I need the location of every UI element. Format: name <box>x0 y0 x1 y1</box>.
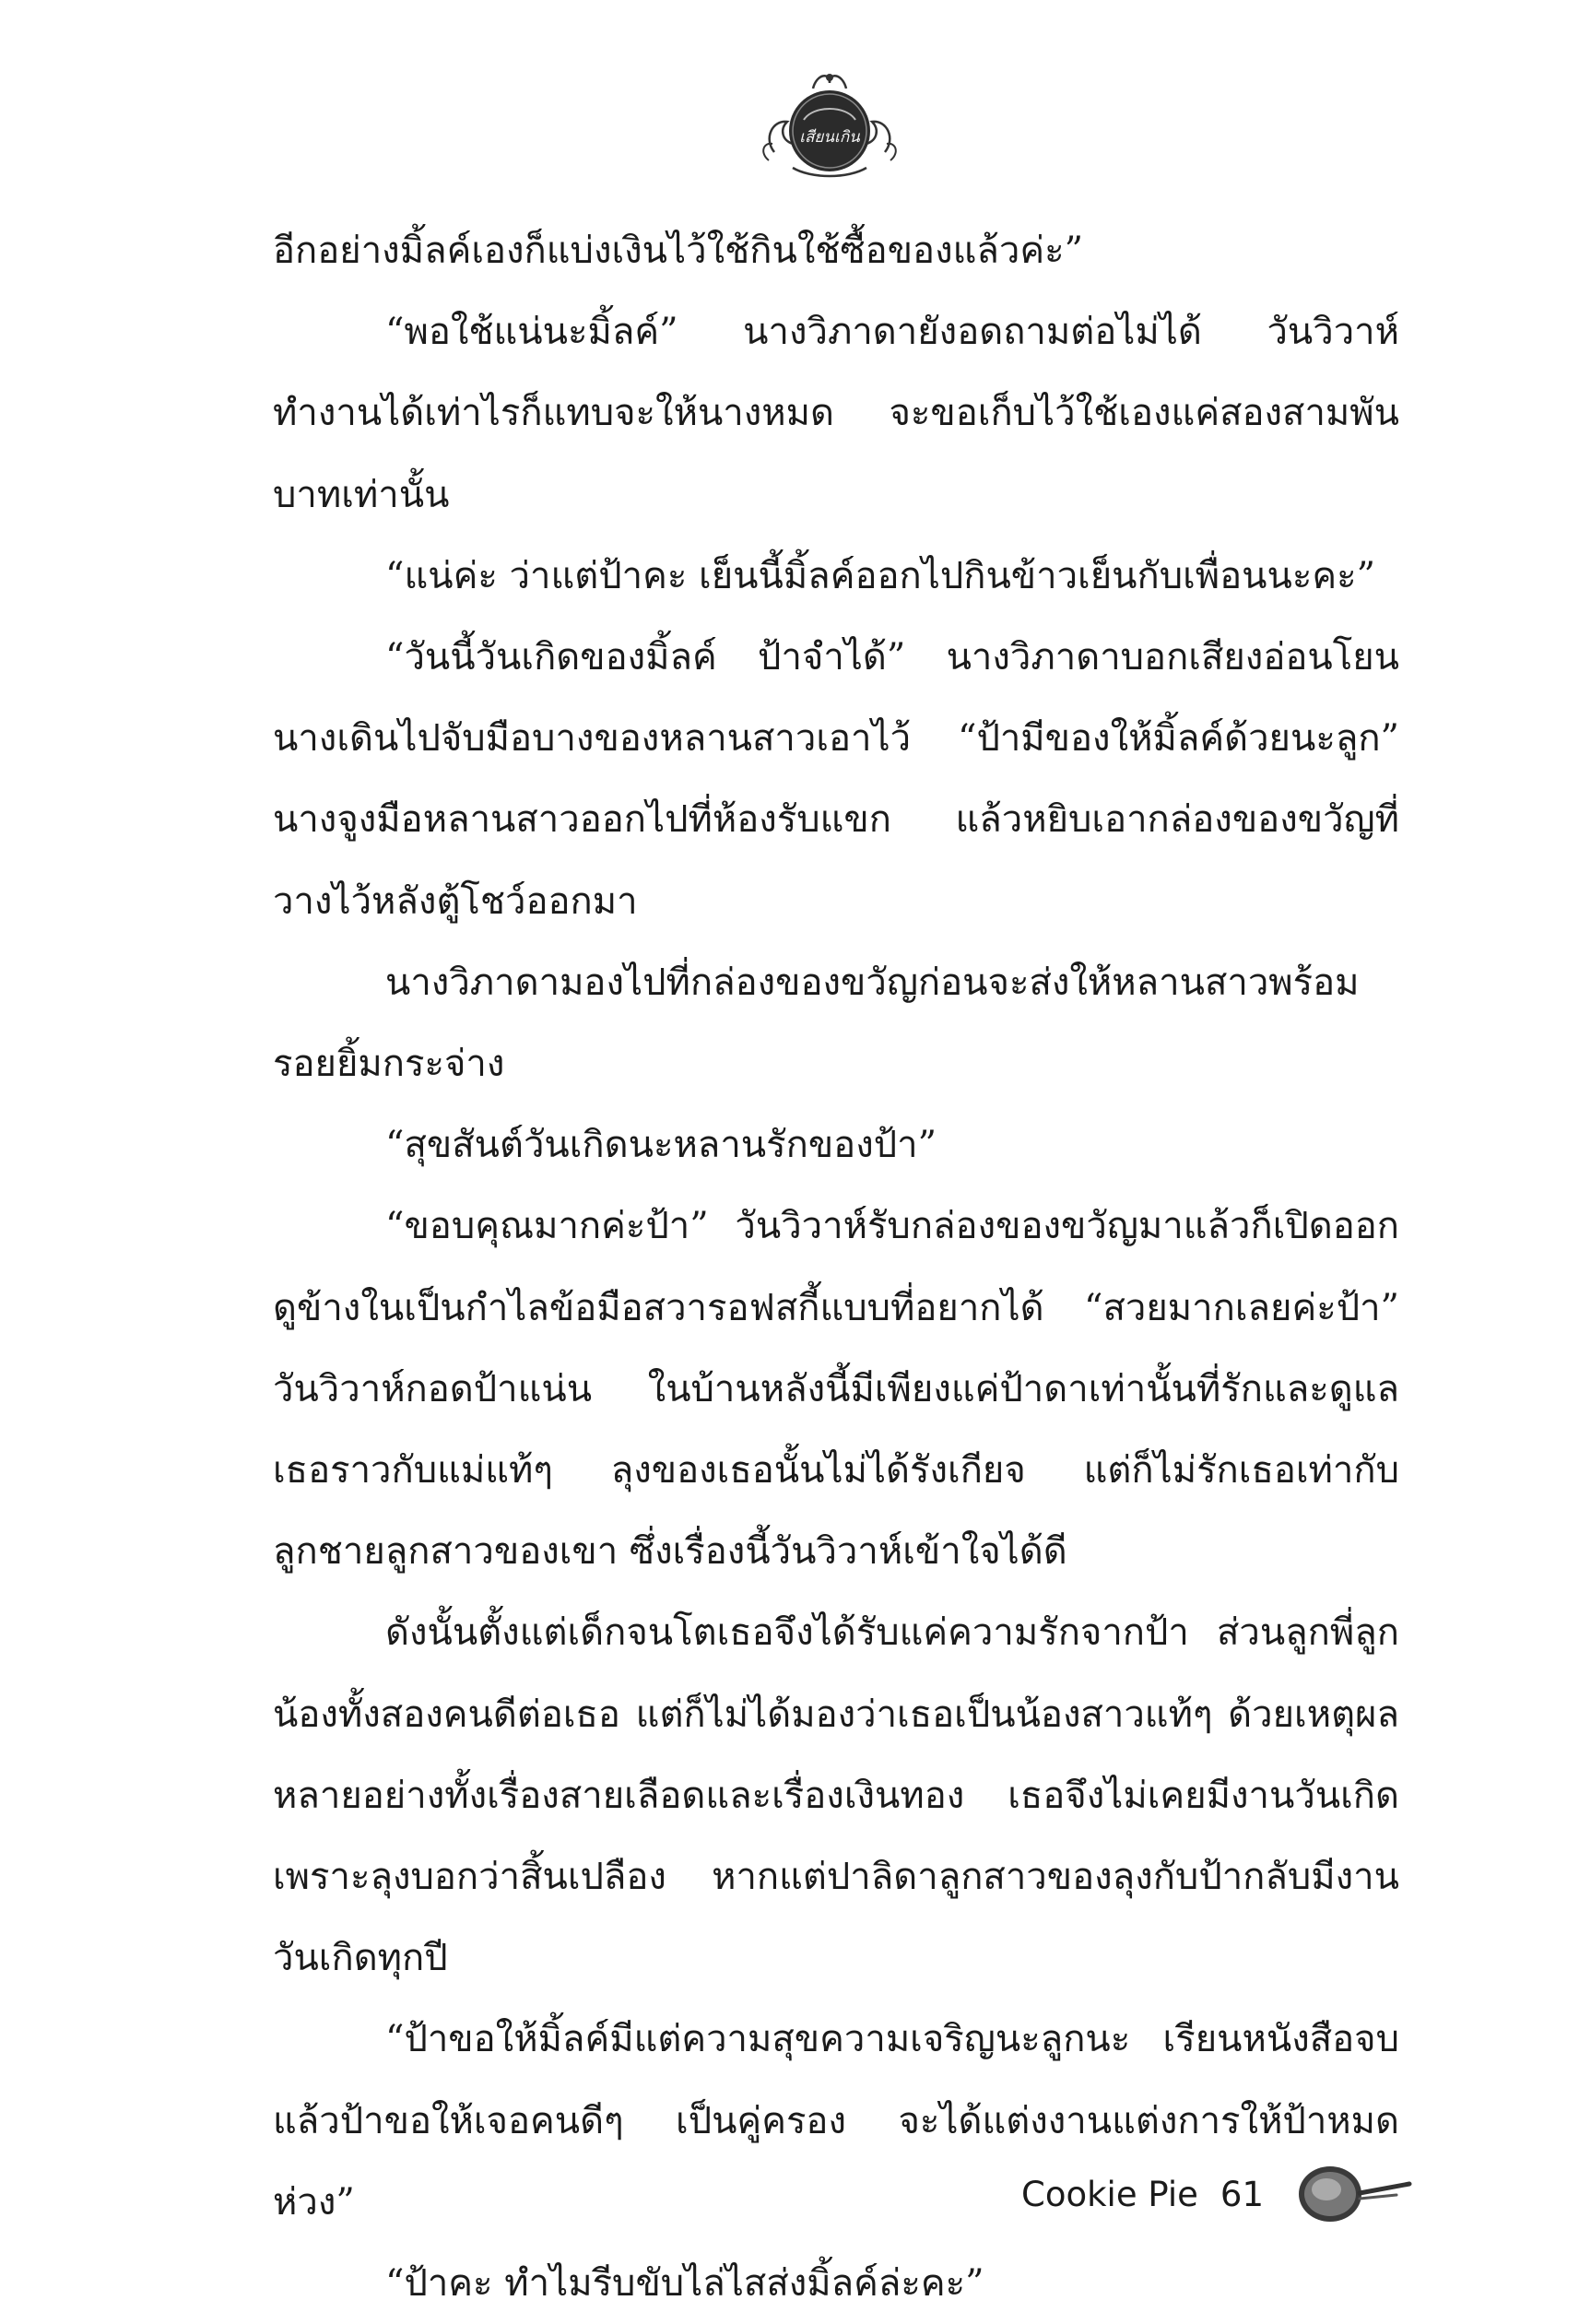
paragraph: “แน่ค่ะ ว่าแต่ป้าคะ เย็นนี้มิ้ลค์ออกไปกินข้าวเย็นกับเพื่อนนะคะ” <box>385 554 1376 597</box>
paragraph: ดังนั้นตั้งแต่เด็กจนโตเธอจึงได้รับแค่ความรักจากป้า ส่วนลูกพี่ลูกน้องทั้งสองคนดีต่อเธอ แต่ก็ไม่ได้มองว่าเธอเป็นน้องสาวแท้ๆ ด้วยเหตุผลหลายอย่างทั้งเรื่องสายเลือดและเรื่องเงินทอง เธอจึงไม่เคยมีงานวันเกิด เพราะลุงบอกว่าสิ้นเปลือง หากแต่ปาลิดาลูกสาวของลุงกับป้ากลับมีงานวันเกิดทุกปี <box>273 1611 1399 1980</box>
paragraph: “ป้าคะ ทำไมรีบขับไล่ไสส่งมิ้ลค์ล่ะคะ” <box>385 2262 984 2306</box>
footer-book-title: Cookie Pie <box>1021 2174 1198 2214</box>
paragraph: อีกอย่างมิ้ลค์เองก็แบ่งเงินไว้ใช้กินใช้ซื้อของแล้วค่ะ” <box>273 230 1084 272</box>
paragraph: “พอใช้แน่นะมิ้ลค์” นางวิภาดายังอดถามต่อไม่ได้ วันวิวาห์ทำงานได้เท่าไรก็แทบจะให้นางหมด จะขอเก็บไว้ใช้เองแค่สองสามพันบาทเท่านั้น <box>273 311 1399 516</box>
paragraph: “วันนี้วันเกิดของมิ้ลค์ ป้าจำได้” นางวิภาดาบอกเสียงอ่อนโยน นางเดินไปจับมือบางของหลานสาวเอาไว้ “ป้ามีของให้มิ้ลค์ด้วยนะลูก” นางจูงมือหลานสาวออกไปที่ห้องรับแขก แล้วหยิบเอากล่องของขวัญที่วางไว้หลังตู้โชว์ออกมา <box>273 636 1399 923</box>
paragraph: “ขอบคุณมากค่ะป้า” วันวิวาห์รับกล่องของขวัญมาแล้วก็เปิดออกดูข้างในเป็นกำไลข้อมือสวารอฟสกี้แบบที่อยากได้ “สวยมากเลยค่ะป้า” วันวิวาห์กอดป้าแน่น ในบ้านหลังนี้มีเพียงแค่ป้าดาเท่านั้นที่รักและดูแลเธอราวกับแม่แท้ๆ ลุงของเธอนั้นไม่ได้รังเกียจ แต่ก็ไม่รักเธอเท่ากับลูกชายลูกสาวของเขา ซึ่งเรื่องนี้วันวิวาห์เข้าใจได้ดี <box>273 1205 1399 1574</box>
page-number: 61 <box>1220 2174 1264 2214</box>
paragraph: “ป้าขอให้มิ้ลค์มีแต่ความสุขความเจริญนะลูกนะ เรียนหนังสือจบแล้วป้าขอให้เจอคนดีๆ เป็นคู่ครอง จะได้แต่งงานแต่งการให้ป้าหมดห่วง” <box>273 2018 1399 2224</box>
page-footer <box>1021 2162 1413 2226</box>
ornamental-emblem-icon <box>756 65 903 184</box>
paragraph: นางวิภาดามองไปที่กล่องของขวัญก่อนจะส่งให้หลานสาวพร้อมรอยยิ้มกระจ่าง <box>273 961 1360 1086</box>
emblem-lettering: เสียนเกิน <box>799 128 860 147</box>
body-text <box>273 210 1399 2324</box>
frying-pan-icon <box>1293 2162 1413 2226</box>
paragraph: “สุขสันต์วันเกิดนะหลานรักของป้า” <box>385 1124 937 1167</box>
